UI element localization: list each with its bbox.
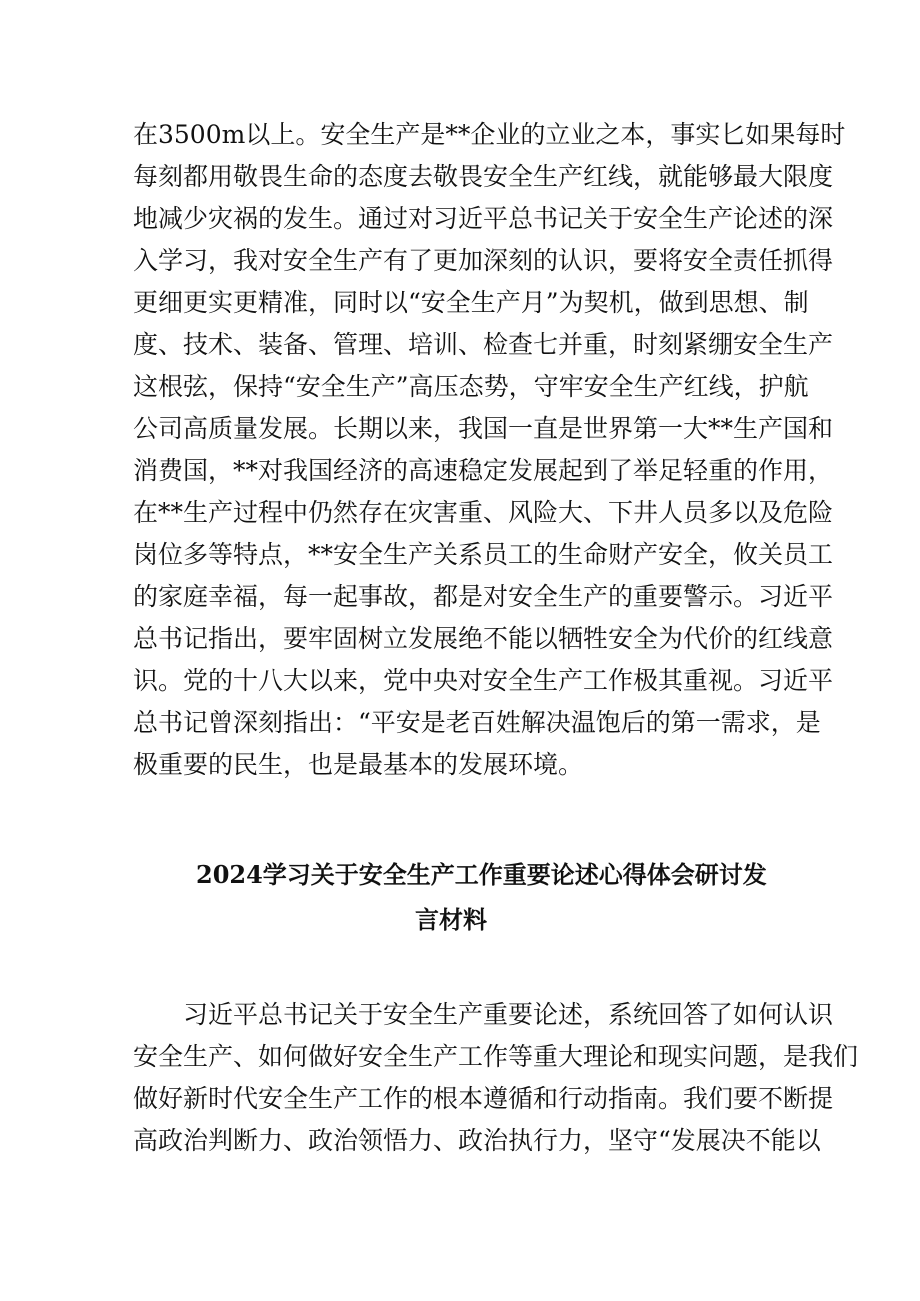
title-line-1: 2024学习关于安全生产工作重要论述心得体会研讨发 bbox=[196, 860, 767, 889]
paragraph-line: 总书记曾深刻指出：“平安是老百姓解决温饱后的第一需求，是 bbox=[133, 708, 821, 737]
paragraph-line: 入学习，我对安全生产有了更加深刻的认识，要将安全责任抓得 bbox=[133, 246, 834, 275]
paragraph-line: 度、技术、装备、管理、培训、检查七并重，时刻紧绷安全生产 bbox=[133, 330, 834, 359]
paragraph-line: 识。党的十八大以来，党中央对安全生产工作极其重视。习近平 bbox=[133, 666, 834, 695]
paragraph-line: 极重要的民生，也是最基本的发展环境。 bbox=[133, 750, 584, 779]
paragraph-line: 做好新时代安全生产工作的根本遵循和行动指南。我们要不断提 bbox=[133, 1084, 834, 1113]
paragraph-line: 每刻都用敬畏生命的态度去敬畏安全生产红线，就能够最大限度 bbox=[133, 162, 834, 191]
paragraph-line: 习近平总书记关于安全生产重要论述，系统回答了如何认识 bbox=[183, 1000, 834, 1029]
paragraph-line: 这根弦，保持“安全生产”高压态势，守牢安全生产红线，护航 bbox=[133, 372, 809, 401]
paragraph-line: 安全生产、如何做好安全生产工作等重大理论和现实问题，是我们 bbox=[133, 1042, 859, 1071]
paragraph-line: 公司高质量发展。长期以来，我国一直是世界第一大**生产国和 bbox=[133, 414, 834, 443]
paragraph-line: 地减少灾祸的发生。通过对习近平总书记关于安全生产论述的深 bbox=[133, 204, 834, 233]
paragraph-line: 在3500m以上。安全生产是**企业的立业之本，事实匕如果每时 bbox=[133, 120, 846, 149]
paragraph-line: 的家庭幸福，每一起事故，都是对安全生产的重要警示。习近平 bbox=[133, 582, 834, 611]
paragraph-line: 消费国，**对我国经济的高速稳定发展起到了举足轻重的作用， bbox=[133, 456, 834, 485]
paragraph-line: 岗位多等特点，**安全生产关系员工的生命财产安全，攸关员工 bbox=[133, 540, 834, 569]
paragraph-line: 在**生产过程中仍然存在灾害重、风险大、下井人员多以及危险 bbox=[133, 498, 834, 527]
paragraph-line: 更细更实更精准，同时以“安全生产月”为契机，做到思想、制 bbox=[133, 288, 809, 317]
paragraph-line: 高政治判断力、政治领悟力、政治执行力，坚守“发展决不能以 bbox=[133, 1126, 821, 1155]
title-line-2: 言材料 bbox=[415, 905, 487, 934]
paragraph-line: 总书记指出，要牢固树立发展绝不能以牺牲安全为代价的红线意 bbox=[133, 624, 834, 653]
